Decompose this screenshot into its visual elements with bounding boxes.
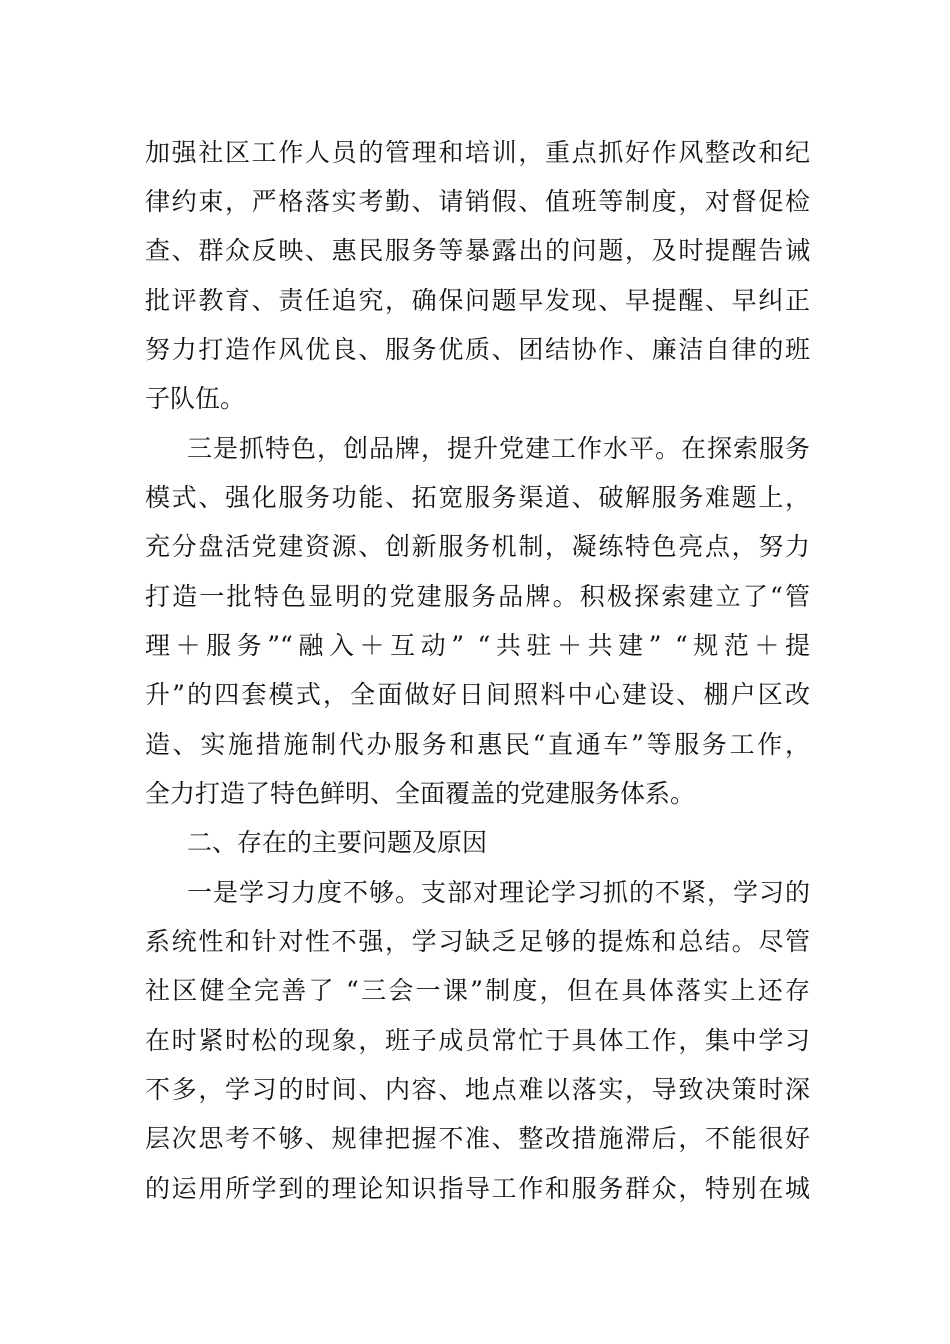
paragraph-first-line: 一是学习力度不够。支部对理论学习抓的不紧，学习的 xyxy=(187,878,810,907)
text-line: 在时紧时松的现象，班子成员常忙于具体工作，集中学习 xyxy=(145,1026,810,1055)
text-line: 充分盘活党建资源、创新服务机制，凝练特色亮点，努力 xyxy=(145,532,810,561)
text-line: 的运用所学到的理论知识指导工作和服务群众，特别在城 xyxy=(145,1174,810,1203)
text-line: 加强社区工作人员的管理和培训，重点抓好作风整改和纪 xyxy=(145,138,810,167)
text-line: 子队伍。 xyxy=(145,384,246,413)
text-line: 造、实施措施制代办服务和惠民“直通车”等服务工作， xyxy=(145,730,810,759)
text-line: 层次思考不够、规律把握不准、整改措施滞后，不能很好 xyxy=(145,1124,810,1153)
text-line: 律约束，严格落实考勤、请销假、值班等制度，对督促检 xyxy=(145,187,810,216)
text-line: 批评教育、责任追究，确保问题早发现、早提醒、早纠正 xyxy=(145,286,810,315)
text-line: 查、群众反映、惠民服务等暴露出的问题，及时提醒告诫 xyxy=(145,236,810,265)
text-line: 打造一批特色显明的党建服务品牌。积极探索建立了“管 xyxy=(145,582,810,611)
text-line: 努力打造作风优良、服务优质、团结协作、廉洁自律的班 xyxy=(145,335,810,364)
text-line: 全力打造了特色鲜明、全面覆盖的党建服务体系。 xyxy=(145,779,696,808)
paragraph-first-line: 三是抓特色，创品牌，提升党建工作水平。在探索服务 xyxy=(187,434,810,463)
text-line: 理＋服务”“融入＋互动” “共驻＋共建” “规范＋提 xyxy=(145,631,810,660)
text-line: 升”的四套模式，全面做好日间照料中心建设、棚户区改 xyxy=(145,680,810,709)
section-heading: 二、存在的主要问题及原因 xyxy=(187,828,488,857)
text-line: 模式、强化服务功能、拓宽服务渠道、破解服务难题上， xyxy=(145,483,810,512)
text-line: 系统性和针对性不强，学习缺乏足够的提炼和总结。尽管 xyxy=(145,927,810,956)
text-line: 社区健全完善了 “三会一课”制度，但在具体落实上还存 xyxy=(145,976,810,1005)
text-line: 不多，学习的时间、内容、地点难以落实，导致决策时深 xyxy=(145,1075,810,1104)
